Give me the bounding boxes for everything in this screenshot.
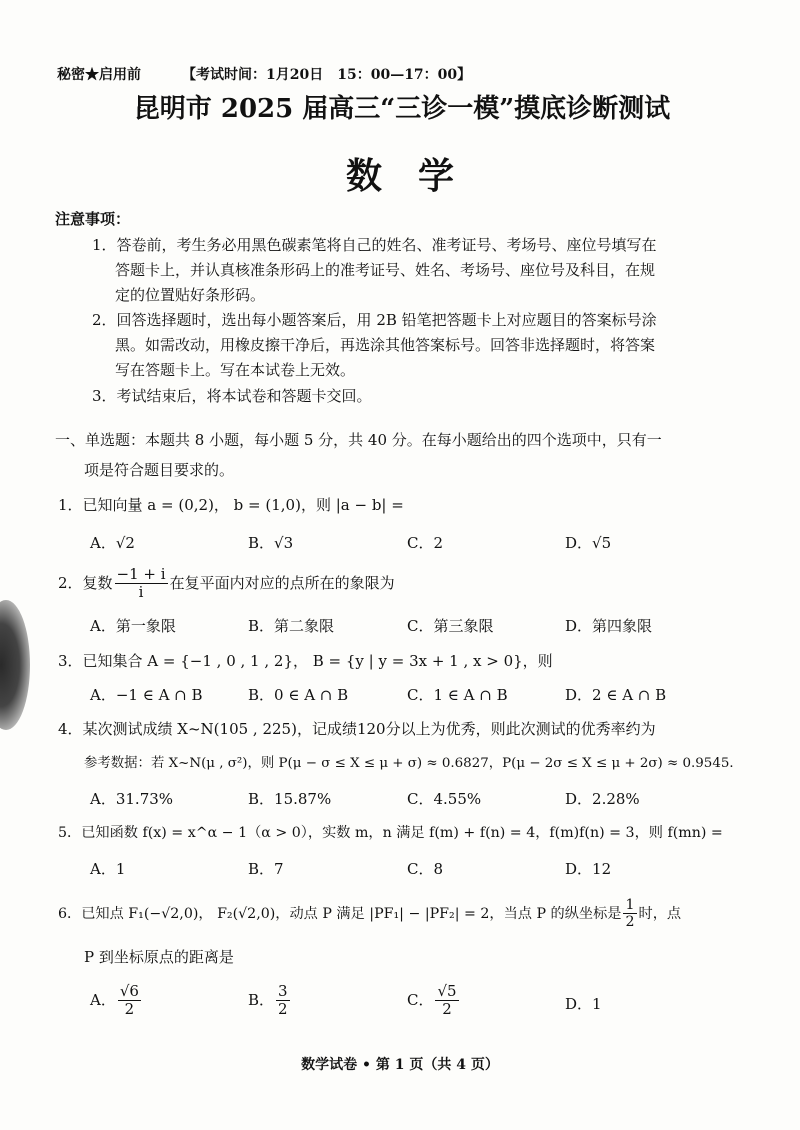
q6-stem-text: 6．已知点 F₁(−√2,0)， F₂(√2,0)，动点 P 满足 |PF₁| − |PF₂| = 2，当点 P 的纵坐标是	[58, 905, 622, 922]
q4-option-d: D．2.28%	[565, 790, 640, 808]
q6-option-a-den: 2	[124, 1000, 135, 1019]
question-6-stem-cont: P 到坐标原点的距离是	[84, 948, 234, 966]
q1-option-d: D．√5	[565, 534, 612, 552]
q6-option-b-fraction	[276, 983, 290, 1019]
question-2-stem	[58, 566, 395, 602]
notice-line: 1．答卷前，考生务必用黑色碳素笔将自己的姓名、准考证号、考场号、座位号填写在	[92, 236, 657, 254]
q6-option-b-den: 2	[278, 1000, 288, 1019]
q1-option-a: A．√2	[90, 534, 135, 552]
q4-option-c: C．4.55%	[407, 790, 482, 808]
page-footer: 数学试卷 • 第 1 页（共 4 页）	[301, 1057, 499, 1073]
notice-line: 黑。如需改动，用橡皮擦干净后，再选涂其他答案标号。回答非选择题时，将答案	[115, 336, 656, 354]
q2-suffix: 在复平面内对应的点所在的象限为	[169, 573, 395, 592]
notice-line: 写在答题卡上。写在本试卷上无效。	[115, 361, 356, 379]
notice-line: 答题卡上，并认真核准条形码上的准考证号、姓名、考场号、座位号及科目，在规	[115, 261, 656, 279]
q2-frac-den: i	[138, 583, 144, 602]
q6-option-a-label: A．	[90, 990, 116, 1009]
q6-option-c-label: C．	[407, 990, 434, 1009]
question-4-stem: 4．某次测试成绩 X~N(105 , 225)，记成绩120分以上为优秀，则此次测试的优秀率约为	[58, 720, 656, 738]
q3-option-a: A．−1 ∈ A ∩ B	[90, 686, 203, 704]
q2-option-d: D．第四象限	[565, 617, 653, 635]
q2-option-c: C．第三象限	[407, 617, 494, 635]
q3-option-d: D．2 ∈ A ∩ B	[565, 686, 667, 704]
q5-option-a: A．1	[90, 860, 126, 878]
q6-option-c	[407, 983, 461, 1019]
question-3-stem: 3．已知集合 A = {−1 , 0 , 1 , 2}， B = {y | y = 3x + 1 , x > 0}，则	[58, 652, 553, 670]
q6-option-c-fraction	[435, 983, 458, 1019]
q5-option-c: C．8	[407, 860, 444, 878]
q1-option-b: B．√3	[248, 534, 294, 552]
q6-option-c-num: √5	[437, 982, 457, 1000]
subject-title: 数 学	[345, 155, 454, 197]
q6-option-c-den: 2	[442, 1000, 452, 1019]
q1-option-c: C．2	[407, 534, 444, 552]
section-heading: 一、单选题：本题共 8 小题，每小题 5 分，共 40 分。在每小题给出的四个选项中，只有一	[55, 431, 662, 449]
q3-option-b: B．0 ∈ A ∩ B	[248, 686, 349, 704]
q2-frac-num: −1 + i	[116, 565, 166, 583]
q2-fraction	[115, 566, 168, 602]
q5-option-b: B．7	[248, 860, 284, 878]
notice-line: 2．回答选择题时，选出每小题答案后，用 2B 铅笔把答题卡上对应题目的答案标号涂	[92, 311, 657, 329]
secret-label: 秘密★启用前	[57, 67, 141, 83]
q6-fraction	[623, 897, 636, 931]
q6-option-b-num: 3	[278, 982, 288, 1000]
notice-heading: 注意事项：	[55, 210, 131, 228]
q4-option-b: B．15.87%	[248, 790, 332, 808]
q6-option-a	[90, 983, 143, 1019]
q6-option-d-label: D．	[565, 995, 593, 1013]
q6-option-b	[248, 983, 292, 1019]
q6-option-d-value: 1	[592, 995, 602, 1013]
q6-frac-num: 1	[625, 897, 635, 913]
question-1-stem: 1．已知向量 a = (0,2)， b = (1,0)，则 |a − b| =	[58, 496, 404, 514]
scan-shadow	[0, 600, 30, 730]
question-5-stem: 5．已知函数 f(x) = x^α − 1（α > 0），实数 m，n 满足 f(m) + f(n) = 4，f(m)f(n) = 3，则 f(mn) =	[58, 825, 723, 841]
q2-prefix: 2．复数	[58, 573, 113, 592]
notice-line: 3．考试结束后，将本试卷和答题卡交回。	[92, 387, 372, 405]
q3-option-c: C．1 ∈ A ∩ B	[407, 686, 508, 704]
section-heading-cont: 项是符合题目要求的。	[84, 461, 235, 479]
q6-option-d	[565, 993, 602, 1014]
q2-option-a: A．第一象限	[90, 617, 176, 635]
exam-time: 【考试时间：1月20日 15：00—17：00】	[182, 67, 472, 83]
q6-stem-end: 时，点	[638, 905, 682, 922]
q6-frac-den: 2	[625, 914, 635, 931]
q6-option-b-label: B．	[248, 990, 275, 1009]
q4-reference-data: 参考数据：若 X~N(μ , σ²)，则 P(μ − σ ≤ X ≤ μ + σ) ≈ 0.6827，P(μ − 2σ ≤ X ≤ μ + 2σ) ≈ 0.9545．	[84, 756, 743, 771]
question-6-stem	[58, 897, 681, 931]
page-title: 昆明市 2025 届高三“三诊一模”摸底诊断测试	[133, 94, 671, 124]
q6-option-a-num: √6	[119, 982, 139, 1000]
q6-option-a-fraction	[118, 983, 141, 1019]
q5-option-d: D．12	[565, 860, 612, 878]
q4-option-a: A．31.73%	[90, 790, 174, 808]
q2-option-b: B．第二象限	[248, 617, 335, 635]
notice-line: 定的位置贴好条形码。	[115, 286, 266, 304]
